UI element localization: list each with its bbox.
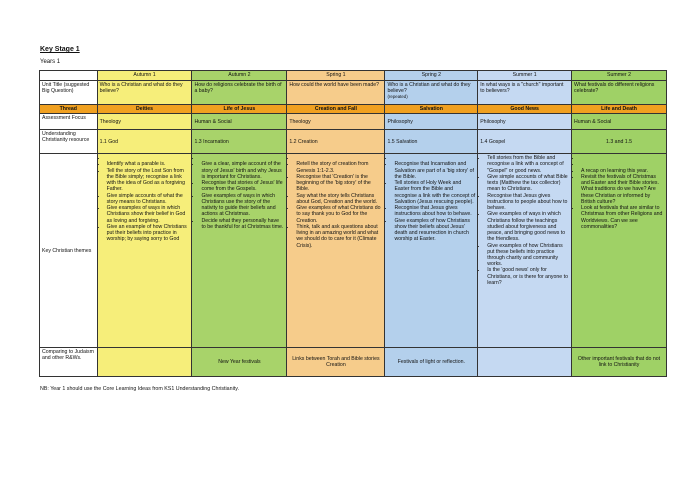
resource: 1.3 and 1.5 [572,130,667,154]
theme-item: • Give simple accounts of what Bible texts (Matthew the tax collector) mean to Christians. [487,174,569,193]
unit-title: What festivals do different religions celebrate? [572,81,667,105]
comparing-row [40,348,667,377]
thread-row [40,105,667,114]
unit-title-row [40,81,667,105]
theme-item: • Revisit the festivals of Christmas and Easter and their Bible stories. What traditions do we have? Are these Christian or informed by British culture? [581,174,664,205]
themes-list [480,155,569,286]
theme-item: • Give examples of how Christians put these beliefs into practice through charity and community works. [487,243,569,268]
focus: Theology [287,114,385,130]
focus-row [40,114,667,130]
thread: Salvation [385,105,478,114]
theme-item: • Give simple accounts of what the story means to Christians. [107,193,190,205]
term-header: Autumn 2 [192,71,287,81]
theme-item: • Recognise that 'Creation' is the beginning of the 'big story' of the Bible. [296,174,382,193]
themes-cell [287,154,385,348]
thread: Life of Jesus [192,105,287,114]
focus: Human & Social [572,114,667,130]
page-title: Key Stage 1 [40,46,80,53]
focus: Human & Social [192,114,287,130]
theme-item: • Look at festivals that are similar to Christmas from other Religions and Worldviews. Can we see commonalities? [581,205,664,230]
theme-item: • Tell the story of the Lost Son from the Bible simply; recognise a link with the idea of God as a forgiving Father. [107,168,190,193]
themes-list [100,155,190,242]
theme-item: • Retell the story of creation from Genesis 1:1-2.3. [296,161,382,173]
theme-item: • Give a clear, simple account of the story of Jesus' birth and why Jesus is important for Christians. [201,161,284,180]
theme-item: • Think, talk and ask questions about living in an amazing world and what we should do to care for it (Climate Crisis). [296,224,382,249]
themes-list [387,155,475,242]
theme-item: • Recognise that Jesus gives instructions about how to behave. [394,205,475,217]
resource: 1.5 Salvation [385,130,478,154]
theme-item: • Give examples of ways in which Christians follow the teachings studied about forgiveness and peace, and bringing good news to the friendless. [487,211,569,242]
resource: 1.1 God [97,130,192,154]
comparing: Links between Torah and Bible stories Creation [287,348,385,377]
themes-row [40,154,667,348]
row-label: Key Christian themes [40,154,98,348]
term-header-row [40,71,667,81]
theme-item: • Recognise that Incarnation and Salvation are part of a 'big story' of the Bible. [394,161,475,180]
theme-item: • Say what the story tells Christians about God, Creation and the world. [296,193,382,205]
comparing [97,348,192,377]
unit-title: In what ways is a "church" important to believers? [478,81,572,105]
theme-item: • Give an example of how Christians put their beliefs into practice in worship; by saying sorry to God [107,224,190,243]
row-label: Understanding Christianity resource [40,130,98,154]
theme-item: • Give examples of ways in which Christians show their belief in God as loving and forgiving. [107,205,190,224]
focus: Theology [97,114,192,130]
theme-item: • Identify what a parable is. [107,161,190,167]
theme-item: • Tell stories from the Bible and recognise a link with a concept of "Gospel" or good news. [487,155,569,174]
resource: 1.3 Incarnation [192,130,287,154]
repeated-note: (repeated) [387,94,408,100]
thread: Life and Death [572,105,667,114]
theme-item: • Give examples of how Christians show their beliefs about Jesus' death and resurrection in church worship at Easter. [394,218,475,243]
term-header: Summer 2 [572,71,667,81]
row-label: Thread [40,105,98,114]
comparing: New Year festivals [192,348,287,377]
page-subtitle: Years 1 [40,59,61,65]
thread: Good News [478,105,572,114]
thread: Deities [97,105,192,114]
row-label: Assessment Focus [40,114,98,130]
term-header: Spring 2 [385,71,478,81]
row-label: Comparing to Judaism and other R&Ws. [40,348,98,377]
themes-cell [192,154,287,348]
term-header: Summer 1 [478,71,572,81]
comparing: Other important festivals that do not link to Christianity [572,348,667,377]
resource: 1.2 Creation [287,130,385,154]
term-header: Autumn 1 [97,71,192,81]
resource: 1.4 Gospel [478,130,572,154]
unit-title-cell [385,81,478,105]
theme-item: • Recognise that Jesus gives instructions to people about how to behave. [487,193,569,212]
row-label: Unit Title (suggested Big Question) [40,81,98,105]
theme-item: • Tell stories of Holy Week and Easter from the Bible and recognise a link with the concept of Salvation (Jesus rescuing people). [394,180,475,205]
unit-title: Who is a Christian and what do they believe? [387,82,471,95]
theme-item: • Recognise that stories of Jesus' life come from the Gospels. [201,180,284,192]
themes-list [194,155,284,230]
themes-list [289,155,382,249]
themes-list [574,155,664,230]
comparing: Festivals of light or reflection. [385,348,478,377]
unit-title: Who is a Christian and what do they believe? [97,81,192,105]
footnote: NB: Year 1 should use the Core Learning Ideas from KS1 Understanding Christianity. [40,386,239,392]
themes-cell [385,154,478,348]
unit-title: How could the world have been made? [287,81,385,105]
focus: Philosophy [385,114,478,130]
theme-item: • Give examples of what Christians do to say thank you to God for the Creation. [296,205,382,224]
themes-cell [97,154,192,348]
header-corner [40,71,98,81]
resource-row [40,130,667,154]
theme-item: • Decide what they personally have to be thankful for at Christmas time. [201,218,284,230]
themes-cell [478,154,572,348]
theme-item: • Is the 'good news' only for Christians, or is there for anyone to learn? [487,267,569,286]
term-header: Spring 1 [287,71,385,81]
comparing [478,348,572,377]
focus: Philosophy [478,114,572,130]
curriculum-table [39,70,667,377]
unit-title: How do religions celebrate the birth of a baby? [192,81,287,105]
theme-item: • A recap on learning this year. [581,168,664,174]
thread: Creation and Fall [287,105,385,114]
theme-item: • Give examples of ways in which Christians use the story of the nativity to guide their beliefs and actions at Christmas. [201,193,284,218]
themes-cell [572,154,667,348]
